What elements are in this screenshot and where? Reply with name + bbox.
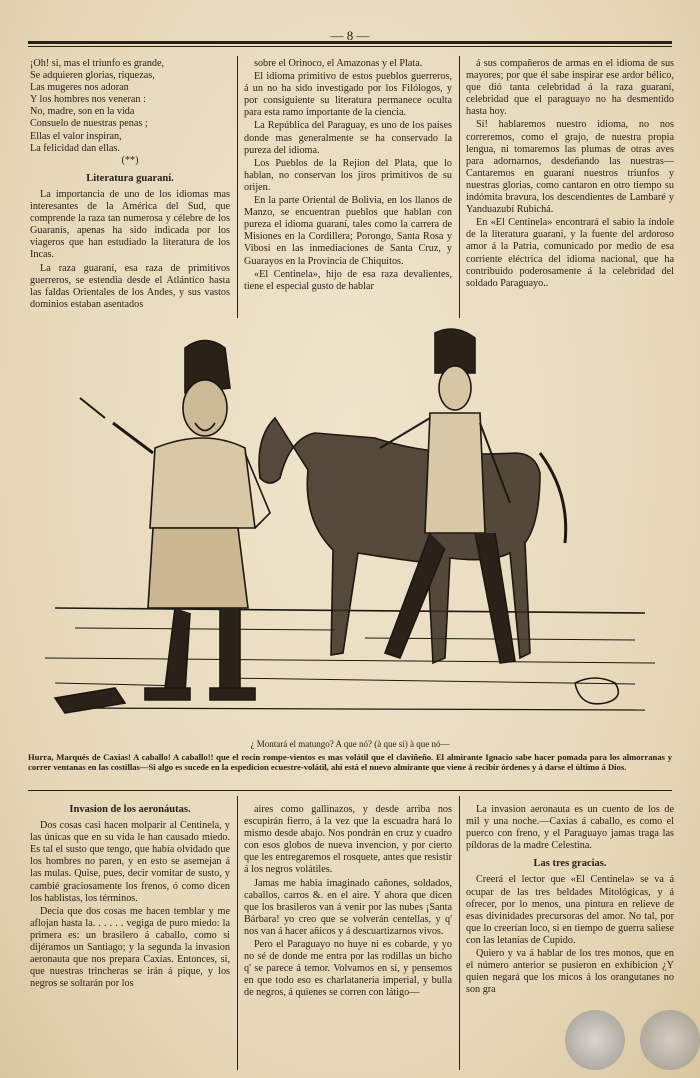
illustration-caption: Hurra, Marqués de Caxias! A caballo! A caballo!! que el rocin rompe-vientos es mas volátil que el claviñeño. El almirante Ignacio sabe hacer pomada para los almorranas y correr ventanas en las costillas—Si algo es sucede en la espedicion ecuestre-volátil, ahi está el nuevo almirante que viene á recibir órdenes y á darse el último á Dios. — [28, 752, 672, 772]
header-rule-thin — [28, 46, 672, 47]
verse-line: Y los hombres nos veneran : — [30, 94, 146, 106]
illustration-dialogue: ¿ Montará el matungo? A que nó? (à que si) à que nó— — [250, 739, 450, 749]
paragraph: Sí! hablaremos nuestro idioma, no nos correremos, como el grajo, de nuestra propia lengua, ni tomaremos las plumas de otras aves para adornarnos, desdeñando las nuestras—Cantaremos en guaraní nuestros triunfos y nuestras glorias, como cantaron en otro tiempo su indómita bravura, los descendientes de Lambaré y Yanduazubí Rubichá. — [466, 119, 674, 216]
column-4 — [30, 798, 230, 1070]
verse-line: La felicidad dan ellas. — [30, 142, 120, 154]
column-2 — [244, 58, 452, 318]
column-1 — [30, 58, 230, 318]
paragraph: Jamas me habia imaginado cañones, soldados, caballos, carros &. en el aire. Y ahora que dicen que los brasileros van á venir por las nubes ¡Santa Bárbara! yo creo que se volverán centellas, y q' nos van á hacer añicos y á descuartizarnos vivos. — [244, 877, 452, 937]
column-divider — [237, 56, 238, 318]
column-5 — [244, 804, 452, 1070]
column-divider — [459, 56, 460, 318]
paragraph: «El Centinela», hijo de esa raza devalientes, tiene el especial gusto de hablar — [244, 268, 452, 292]
paragraph: á sus compañeros de armas en el idioma de sus mayores; por que él sabe inspirar ese ardor bélico, que dió tanta celebridad á la raza guaraní, celebridad que el paraguayo no ha desmentido hasta hoy. — [466, 58, 674, 118]
column-3 — [466, 58, 674, 318]
column-divider — [237, 796, 238, 1070]
caricature-illustration — [35, 328, 665, 728]
section-rule — [28, 790, 672, 791]
article-heading-literatura: Literatura guaraní. — [86, 172, 174, 184]
verse-sign: (**) — [121, 154, 139, 166]
paragraph: La raza guaraní, esa raza de primitivos guerreros, se estendia desde el Atlántico hasta las faldas Orientales de los Andes, y sus vastos dominios estaban asentados — [30, 262, 230, 310]
paragraph: Creerá el lector que «El Centinela» se va á ocupar de las tres beldades Mitológicas, y á ofrecer, por lo menos, una pintura en relieve de esas divinidades precursoras del amor. No tal, por que lo creerían loco, si en tiempo de guerra saliese con las letanías de Cupido. — [466, 874, 674, 946]
verse-line: ¡Oh! si, mas el triunfo es grande, — [30, 58, 165, 69]
header-rule — [28, 41, 672, 44]
paragraph: Decía que dos cosas me hacen temblar y me aflojan hasta la. . . . . . vegiga de puro miedo: la primera es: un brasilero á caballo, como si dijéramos un Santiago; y la segunda la invasion aeronauta que nos prepara Caxias. Entonces, si, que nuestras trincheras se irán á pique, y los negros se soltarán por los — [30, 905, 230, 990]
paragraph: La invasion aeronauta es un cuento de los de mil y una noche.—Caxias á caballo, es como el puerco con freno, y el Paraguayo jamas traga las píldoras de la madre Celestina. — [466, 804, 674, 852]
paragraph: aires como gallinazos, y desde arriba nos escupirán fierro, á la vez que la escuadra hará lo mismo desde abajo. Nos pondrán en cruz y cuadro con esos globos de nueva invencion, y por cierto que les entregaremos el rosquete, antes que resistir á los negros volátiles. — [244, 804, 452, 876]
verse-line: Las mugeres nos adoran — [30, 82, 129, 94]
library-stamp-secondary — [640, 1010, 700, 1070]
paragraph: sobre el Orinoco, el Amazonas y el Plata. — [254, 58, 423, 69]
paragraph: El idioma primitivo de estos pueblos guerreros, á un no ha sido investigado por los Filólogos, y por consiguiente su literatura permanece oculta para esta ramo importante de la ciencia. — [244, 71, 452, 119]
paragraph: Dos cosas casi hacen molparir al Centinela, y las únicas que en su vida le han causado miedo. Es tal el susto que tengo, que había olvidado que los hombres no paren, y en esto se asemejan á las mulas. Quise, pues, decir vomitar de susto, y cambié graciosamente los frenos, ó como dicen los hablistas, los términos. — [30, 820, 230, 904]
page-number: — 8 — — [330, 28, 370, 43]
verse-line: Ellas el valor inspiran, — [30, 130, 122, 142]
verse-line: Consuelo de nuestras penas ; — [30, 118, 148, 130]
paragraph: La República del Paraguay, es uno de los países donde mas generalmente se ha conservado la pureza del idioma. — [244, 120, 452, 156]
paragraph: En «El Centinela» encontrará el sabio la índole de la literatura guaraní, y la fuente del ardoroso amor á la Patria, comunicado por medio de esa corriente eléctrica del idioma nacional, que ha contribuido poderosamente á la celebridad del soldado Paraguayo.. — [466, 217, 674, 289]
paragraph: En la parte Oriental de Bolivia, en los llanos de Manzo, se encuentran pueblos que hablan con pureza el idioma guaraní, tales como la carrera de Misiones en la Cordillera; Porongo, Santa Rosa y Vibosi en las inmediaciones de Santa Cruz, y Guarayos en la Provincia de Chiquitos. — [244, 195, 452, 267]
article-heading-gracias: Las tres gracias. — [533, 858, 607, 870]
paragraph: Los Pueblos de la Rejion del Plata, que lo hablan, no conservan los jiros primitivos de su orijen. — [244, 157, 452, 193]
paragraph: Quiero y va á hablar de los tres monos, que en el número anterior se pusieron en exhibicion ¿Y quien negará que los micos á los orangutanes no son gra — [466, 948, 674, 996]
column-divider — [459, 796, 460, 1070]
marquis-figure — [80, 341, 270, 701]
paragraph: La importancia de uno de los idiomas mas interesantes de la América del Sud, que comprende la raza tan numerosa y célebre de los Guaranís, apenas ha sido indicada por los viageros que han estudiado la literatura de los Incas. — [30, 188, 230, 261]
verse-line: No, madre, son en la vida — [30, 106, 135, 118]
article-heading-invasion: Invasion de los aeronáutas. — [69, 804, 191, 815]
paragraph: Pero el Paraguayo no huye ni es cobarde, y yo no sé de donde me entra por las rodillas un bicho q' se parece á temor. Volvamos en sí, y pensemos en que todo eso es charlatanería imperial, y bulla de negros, á quienes se corren con látigo— — [244, 939, 452, 999]
library-stamp — [565, 1010, 625, 1070]
verse-line: Se adquieren glorias, riquezas, — [30, 70, 155, 82]
